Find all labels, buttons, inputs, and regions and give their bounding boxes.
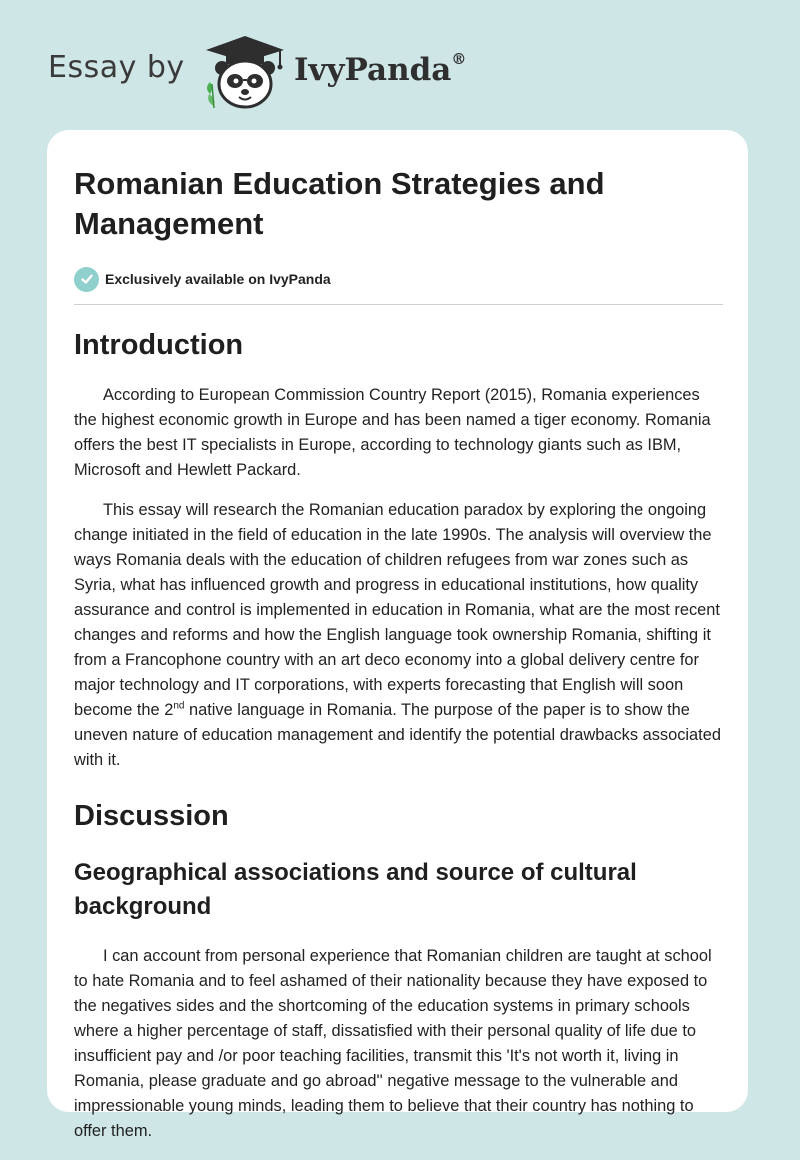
ordinal-suffix: nd	[173, 700, 185, 712]
exclusive-badge	[74, 266, 721, 292]
site-header	[0, 0, 800, 130]
brand-logo-text[interactable]	[294, 52, 466, 88]
introduction-heading: Introduction	[74, 329, 244, 361]
essay-title: Romanian Education Strategies and Management	[74, 166, 605, 241]
divider	[74, 304, 723, 305]
registered-mark: ®	[451, 50, 467, 68]
essay-card	[47, 130, 748, 1140]
discussion-paragraph-1: I can account from personal experience that Romanian children are taught at school to hate Romania and to feel ashamed of their nationality because they have exposed to the negatives sides and the shortcoming of the education systems in primary schools where a higher percentage of staff, dissatisfied with their personal quality of life due to insufficient pay and /or poor teaching facilities, transmit this 'It's not worth it, living in Romania, please graduate and go abroad'' negative message to the vulnerable and impressionable young minds, leading them to believe that their country has nothing to offer them.	[74, 947, 712, 1140]
intro-paragraph-2-text-b: native language in Romania. The purpose of the paper is to show the uneven nature of education management and identify the potential drawbacks associated with it.	[74, 701, 721, 769]
intro-paragraph-2	[74, 498, 726, 773]
discussion-heading: Discussion	[74, 800, 229, 832]
check-circle-icon	[74, 267, 99, 292]
geography-subheading: Geographical associations and source of cultural background	[74, 859, 637, 920]
brand-name: IvyPanda	[294, 52, 452, 88]
intro-paragraph-1: According to European Commission Country Report (2015), Romania experiences the highest economic growth in Europe and has been named a tiger economy. Romania offers the best IT specialists in Europe, according to technology giants such as IBM, Microsoft and Hewlett Packard.	[74, 386, 711, 479]
panda-logo-icon[interactable]	[200, 34, 290, 110]
intro-paragraph-2-text-a: This essay will research the Romanian education paradox by exploring the ongoing change initiated in the field of education in the late 1990s. The analysis will overview the ways Romania deals with the education of children refugees from war zones such as Syria, what has influenced growth and progress in educational institutions, how quality assurance and control is implemented in education in Romania, what are the most recent changes and reforms and how the English language took ownership Romania, shifting it from a Francophone country with an art deco economy into a global delivery centre for major technology and IT corporations, with experts forecasting that English will soon become the 2	[74, 501, 720, 719]
exclusive-text: Exclusively available on IvyPanda	[105, 271, 331, 287]
essay-by-label: Essay by	[48, 50, 185, 85]
